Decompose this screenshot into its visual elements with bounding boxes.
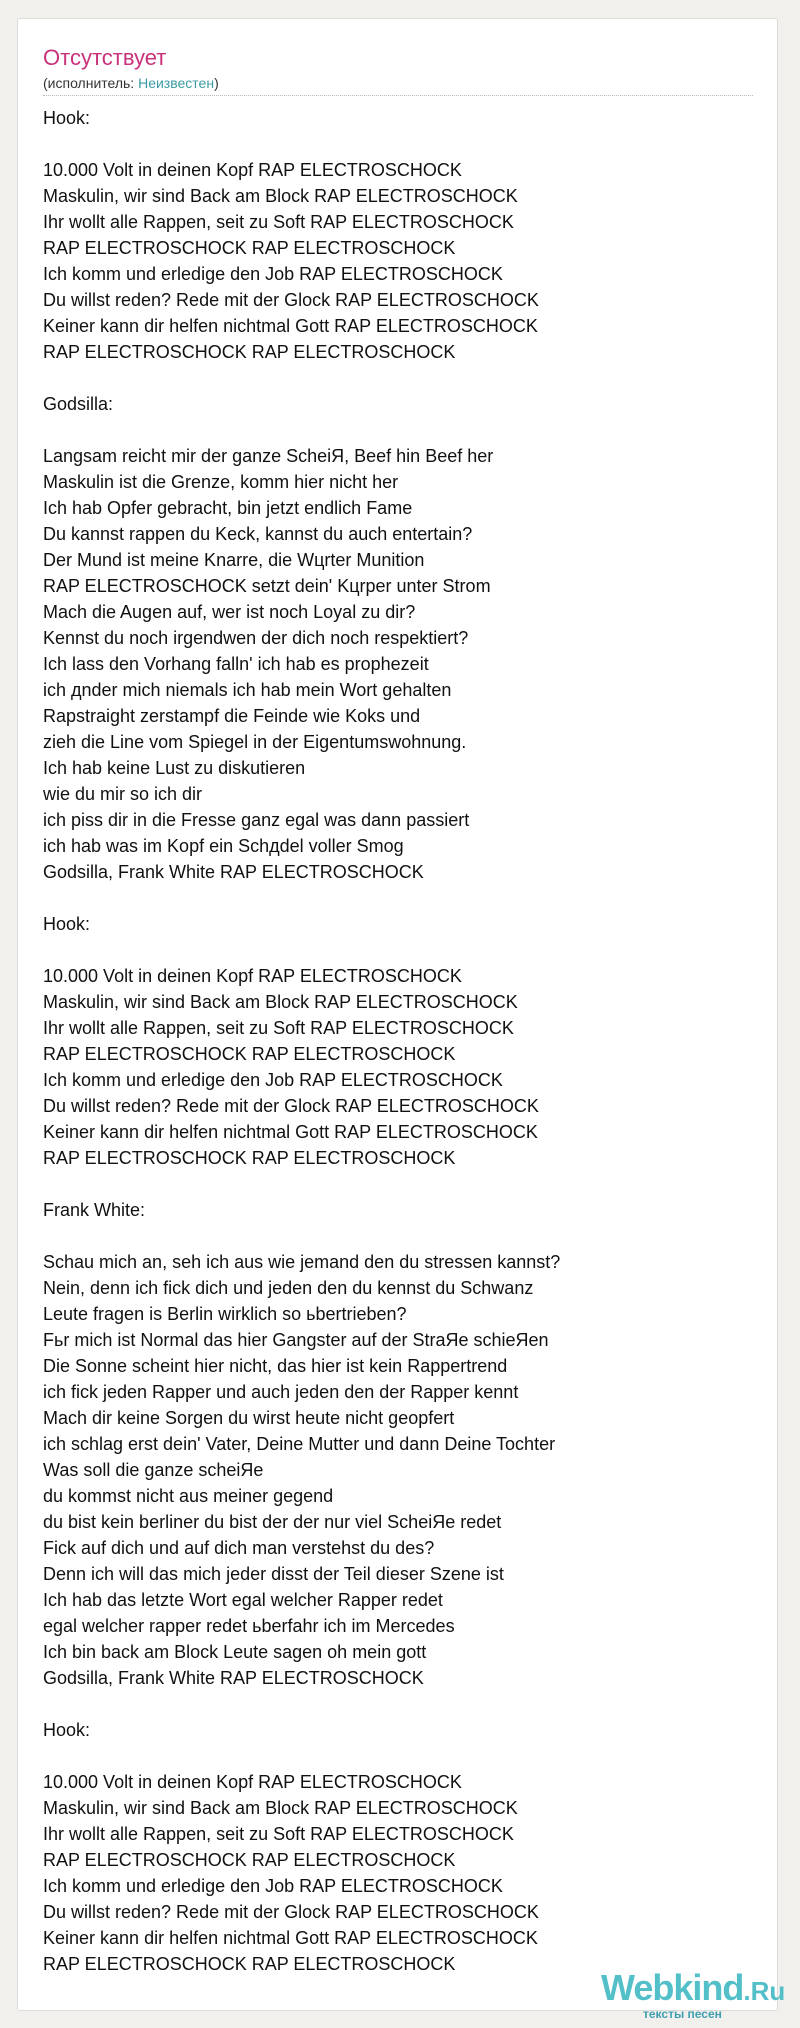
lyrics-line: Hook:	[43, 914, 91, 934]
lyrics-blank-line	[43, 885, 763, 911]
lyrics-line: Godsilla, Frank White RAP ELECTROSCHOCK	[43, 862, 424, 882]
lyrics-line: RAP ELECTROSCHOCK RAP ELECTROSCHOCK	[43, 342, 456, 362]
lyrics-line: Du kannst rappen du Keck, kannst du auch entertain?	[43, 524, 473, 544]
lyrics-line: ich schlag erst dein' Vater, Deine Mutter und dann Deine Tochter	[43, 1434, 556, 1454]
logo-wordmark	[601, 1966, 785, 2013]
lyrics-line: du kommst nicht aus meiner gegend	[43, 1486, 334, 1506]
webkind-logo[interactable]	[601, 1966, 791, 2026]
lyrics-blank-line	[43, 1171, 763, 1197]
lyrics-line: Ich lass den Vorhang falln' ich hab es prophezeit	[43, 654, 429, 674]
lyrics-line: Ihr wollt alle Rappen, seit zu Soft RAP ELECTROSCHOCK	[43, 1824, 514, 1844]
lyrics-line: Denn ich will das mich jeder disst der Teil dieser Szene ist	[43, 1564, 504, 1584]
lyrics-line: Ich bin back am Block Leute sagen oh mein gott	[43, 1642, 427, 1662]
lyrics-line: Ihr wollt alle Rappen, seit zu Soft RAP ELECTROSCHOCK	[43, 212, 514, 232]
lyrics-line: Godsilla, Frank White RAP ELECTROSCHOCK	[43, 1668, 424, 1688]
lyrics-line: ich hab was im Kopf ein Schдdel voller Smog	[43, 836, 404, 856]
logo-brand: Webkind	[601, 1967, 744, 2008]
logo-tagline: тексты песен	[643, 2007, 722, 2021]
lyrics-blank-line	[43, 1743, 763, 1769]
lyrics-line: Du willst reden? Rede mit der Glock RAP ELECTROSCHOCK	[43, 290, 539, 310]
lyrics-line: wie du mir so ich dir	[43, 784, 203, 804]
lyrics-line: Du willst reden? Rede mit der Glock RAP ELECTROSCHOCK	[43, 1096, 539, 1116]
lyrics-blank-line	[43, 131, 763, 157]
lyrics-line: RAP ELECTROSCHOCK setzt dein' Kцrper unter Strom	[43, 576, 491, 596]
performer-suffix: )	[214, 75, 219, 91]
lyrics-line: Fick auf dich und auf dich man verstehst du des?	[43, 1538, 435, 1558]
lyrics-line: Die Sonne scheint hier nicht, das hier ist kein Rappertrend	[43, 1356, 508, 1376]
lyrics-line: Du willst reden? Rede mit der Glock RAP ELECTROSCHOCK	[43, 1902, 539, 1922]
lyrics-line: Hook:	[43, 1720, 91, 1740]
lyrics-line: Ich komm und erledige den Job RAP ELECTROSCHOCK	[43, 1876, 503, 1896]
lyrics-blank-line	[43, 365, 763, 391]
performer-link[interactable]: Неизвестен	[138, 75, 215, 91]
lyrics-text	[43, 105, 763, 1977]
lyrics-line: Rapstraight zerstampf die Feinde wie Koks und	[43, 706, 421, 726]
lyrics-line: Schau mich an, seh ich aus wie jemand den du stressen kannst?	[43, 1252, 561, 1272]
lyrics-line: Mach die Augen auf, wer ist noch Loyal zu dir?	[43, 602, 416, 622]
lyrics-line: Godsilla:	[43, 394, 114, 414]
lyrics-line: Maskulin, wir sind Back am Block RAP ELECTROSCHOCK	[43, 1798, 518, 1818]
lyrics-line: Keiner kann dir helfen nichtmal Gott RAP ELECTROSCHOCK	[43, 1122, 538, 1142]
lyrics-blank-line	[43, 937, 763, 963]
lyrics-line: RAP ELECTROSCHOCK RAP ELECTROSCHOCK	[43, 1850, 456, 1870]
lyrics-line: Frank White:	[43, 1200, 146, 1220]
lyrics-line: Maskulin ist die Grenze, komm hier nicht her	[43, 472, 399, 492]
lyrics-line: Fьr mich ist Normal das hier Gangster auf der StraЯe schieЯen	[43, 1330, 549, 1350]
lyrics-line: ich piss dir in die Fresse ganz egal was dann passiert	[43, 810, 470, 830]
lyrics-line: 10.000 Volt in deinen Kopf RAP ELECTROSCHOCK	[43, 160, 462, 180]
performer-line	[43, 73, 753, 96]
logo-tld: .Ru	[743, 1976, 786, 2006]
lyrics-blank-line	[43, 1691, 763, 1717]
lyrics-line: Ich hab Opfer gebracht, bin jetzt endlich Fame	[43, 498, 413, 518]
lyrics-card	[17, 18, 786, 2021]
lyrics-line: ich fick jeden Rapper und auch jeden den der Rapper kennt	[43, 1382, 519, 1402]
lyrics-line: Keiner kann dir helfen nichtmal Gott RAP ELECTROSCHOCK	[43, 1928, 538, 1948]
lyrics-line: RAP ELECTROSCHOCK RAP ELECTROSCHOCK	[43, 238, 456, 258]
lyrics-line: Nein, denn ich fick dich und jeden den du kennst du Schwanz	[43, 1278, 534, 1298]
lyrics-line: 10.000 Volt in deinen Kopf RAP ELECTROSCHOCK	[43, 1772, 462, 1792]
lyrics-line: Ich komm und erledige den Job RAP ELECTROSCHOCK	[43, 264, 503, 284]
lyrics-line: Was soll die ganze scheiЯe	[43, 1460, 264, 1480]
lyrics-line: Leute fragen is Berlin wirklich so ьbertrieben?	[43, 1304, 407, 1324]
performer-prefix: (исполнитель:	[43, 75, 139, 91]
lyrics-line: 10.000 Volt in deinen Kopf RAP ELECTROSCHOCK	[43, 966, 462, 986]
lyrics-line: zieh die Line vom Spiegel in der Eigentumswohnung.	[43, 732, 467, 752]
lyrics-line: Ich hab das letzte Wort egal welcher Rapper redet	[43, 1590, 443, 1610]
lyrics-line: Maskulin, wir sind Back am Block RAP ELECTROSCHOCK	[43, 186, 518, 206]
lyrics-line: Maskulin, wir sind Back am Block RAP ELECTROSCHOCK	[43, 992, 518, 1012]
lyrics-line: Ihr wollt alle Rappen, seit zu Soft RAP ELECTROSCHOCK	[43, 1018, 514, 1038]
lyrics-line: Mach dir keine Sorgen du wirst heute nicht geopfert	[43, 1408, 455, 1428]
lyrics-blank-line	[43, 417, 763, 443]
lyrics-line: Kennst du noch irgendwen der dich noch respektiert?	[43, 628, 469, 648]
lyrics-line: Langsam reicht mir der ganze ScheiЯ, Beef hin Beef her	[43, 446, 494, 466]
lyrics-line: Ich komm und erledige den Job RAP ELECTROSCHOCK	[43, 1070, 503, 1090]
song-title: Отсутствует	[43, 45, 167, 70]
lyrics-line: Keiner kann dir helfen nichtmal Gott RAP ELECTROSCHOCK	[43, 316, 538, 336]
lyrics-line: Der Mund ist meine Knarre, die Wцrter Munition	[43, 550, 425, 570]
lyrics-line: du bist kein berliner du bist der der nur viel ScheiЯe redet	[43, 1512, 502, 1532]
lyrics-blank-line	[43, 1223, 763, 1249]
lyrics-line: RAP ELECTROSCHOCK RAP ELECTROSCHOCK	[43, 1044, 456, 1064]
lyrics-line: Ich hab keine Lust zu diskutieren	[43, 758, 306, 778]
lyrics-line: RAP ELECTROSCHOCK RAP ELECTROSCHOCK	[43, 1954, 456, 1974]
lyrics-line: RAP ELECTROSCHOCK RAP ELECTROSCHOCK	[43, 1148, 456, 1168]
lyrics-line: Hook:	[43, 108, 91, 128]
lyrics-line: egal welcher rapper redet ьberfahr ich im Mercedes	[43, 1616, 455, 1636]
lyrics-line: ich дnder mich niemals ich hab mein Wort gehalten	[43, 680, 452, 700]
